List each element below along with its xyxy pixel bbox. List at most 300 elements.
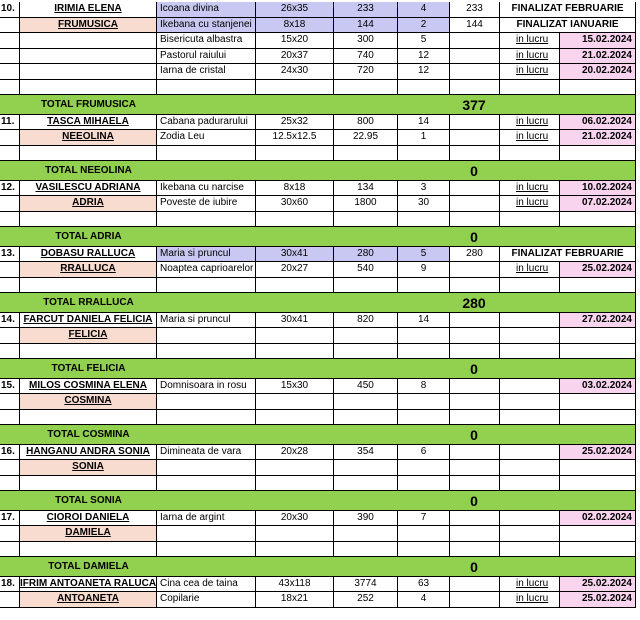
item-paid[interactable] (450, 49, 500, 65)
person-alias[interactable] (20, 49, 157, 65)
empty-cell (20, 410, 157, 425)
empty-cell (334, 80, 398, 95)
item-price[interactable]: 740 (334, 49, 398, 65)
item-deadline[interactable]: 15.02.2024 (560, 33, 636, 49)
total-value: 0 (470, 492, 478, 509)
item-deadline[interactable]: 25.02.2024 (560, 592, 636, 608)
item-deadline[interactable]: 25.02.2024 (560, 577, 636, 593)
item-qty[interactable]: 2 (398, 18, 450, 34)
empty-cell (256, 80, 334, 95)
item-price[interactable] (334, 328, 398, 344)
person-name[interactable]: MILOS COSMINA ELENA (20, 379, 157, 395)
person-name[interactable]: CIOROI DANIELA (20, 511, 157, 527)
item-price[interactable]: 233 (334, 2, 398, 18)
item-price[interactable]: 390 (334, 511, 398, 527)
item-paid[interactable] (450, 181, 500, 197)
empty-cell (0, 80, 20, 95)
empty-cell (398, 476, 450, 491)
empty-cell (157, 476, 256, 491)
row-number: 16. (0, 445, 20, 461)
spacer-row (0, 278, 640, 293)
empty-cell (334, 212, 398, 227)
item-price[interactable]: 280 (334, 247, 398, 263)
row-number (0, 592, 20, 608)
item-size[interactable]: 15x20 (256, 33, 334, 49)
item-deadline[interactable]: 27.02.2024 (560, 313, 636, 329)
empty-cell (157, 344, 256, 359)
empty-cell (334, 344, 398, 359)
empty-cell (398, 410, 450, 425)
item-qty[interactable]: 4 (398, 592, 450, 608)
empty-cell (560, 344, 636, 359)
item-title[interactable]: Icoana divina (157, 2, 256, 18)
person-alias[interactable]: FRUMUSICA (20, 18, 157, 34)
item-title[interactable]: Iarna de cristal (157, 64, 256, 80)
item-qty[interactable] (398, 526, 450, 542)
item-deadline[interactable]: 10.02.2024 (560, 181, 636, 197)
item-paid[interactable] (450, 379, 500, 395)
empty-cell (560, 212, 636, 227)
item-deadline[interactable]: 25.02.2024 (560, 445, 636, 461)
item-size[interactable]: 15x30 (256, 379, 334, 395)
empty-cell (256, 278, 334, 293)
person-alias[interactable]: RRALLUCA (20, 262, 157, 278)
empty-cell (560, 278, 636, 293)
item-price[interactable]: 300 (334, 33, 398, 49)
item-title[interactable]: Maria si pruncul (157, 247, 256, 263)
item-paid[interactable] (450, 460, 500, 476)
item-deadline[interactable]: 25.02.2024 (560, 262, 636, 278)
item-size[interactable]: 30x41 (256, 313, 334, 329)
item-size[interactable]: 26x35 (256, 2, 334, 18)
item-deadline[interactable] (560, 460, 636, 476)
spacer-row (0, 80, 640, 95)
spacer-row (0, 410, 640, 425)
empty-cell (398, 542, 450, 557)
item-status[interactable]: in lucru (500, 49, 560, 65)
person-name[interactable]: DOBASU RALLUCA (20, 247, 157, 263)
item-size[interactable]: 30x41 (256, 247, 334, 263)
total-row (0, 95, 636, 115)
empty-cell (0, 542, 20, 557)
empty-cell (450, 146, 500, 161)
row-number (0, 196, 20, 212)
item-status[interactable] (500, 313, 560, 329)
item-qty[interactable]: 8 (398, 379, 450, 395)
table-row (0, 64, 640, 80)
person-name[interactable]: IRIMIA ELENA (20, 2, 157, 18)
item-title[interactable]: Cabana padurarului (157, 115, 256, 131)
total-label: TOTAL FRUMUSICA (41, 98, 136, 110)
item-size[interactable]: 8x18 (256, 18, 334, 34)
item-deadline[interactable] (560, 526, 636, 542)
empty-cell (256, 146, 334, 161)
item-paid[interactable] (450, 313, 500, 329)
item-title[interactable]: Iarna de argint (157, 511, 256, 527)
total-label: TOTAL NEEOLINA (45, 164, 132, 176)
empty-cell (334, 146, 398, 161)
item-paid[interactable] (450, 394, 500, 410)
item-paid[interactable] (450, 196, 500, 212)
empty-cell (0, 278, 20, 293)
empty-cell (20, 542, 157, 557)
item-paid[interactable]: 233 (450, 2, 500, 18)
total-label: TOTAL ADRIA (55, 230, 122, 242)
person-name[interactable]: IFRIM ANTOANETA RALUCA (20, 577, 157, 593)
item-paid[interactable]: 144 (450, 18, 500, 34)
total-row (0, 359, 636, 379)
total-value: 0 (470, 228, 478, 245)
item-size[interactable] (256, 460, 334, 476)
item-status[interactable] (500, 526, 560, 542)
item-size[interactable]: 20x37 (256, 49, 334, 65)
spacer-row (0, 212, 640, 227)
table-row (0, 577, 640, 593)
item-status[interactable]: in lucru (500, 181, 560, 197)
item-title[interactable]: Maria si pruncul (157, 313, 256, 329)
table-row (0, 33, 640, 49)
item-title[interactable]: Poveste de iubire (157, 196, 256, 212)
item-status[interactable]: in lucru (500, 33, 560, 49)
empty-cell (256, 542, 334, 557)
item-size[interactable] (256, 526, 334, 542)
table-row (0, 247, 640, 263)
empty-cell (398, 146, 450, 161)
total-row (0, 425, 636, 445)
item-qty[interactable]: 4 (398, 2, 450, 18)
spacer-row (0, 344, 640, 359)
person-alias[interactable] (20, 64, 157, 80)
item-title[interactable]: Domnisoara in rosu (157, 379, 256, 395)
table-row (0, 379, 640, 395)
item-price[interactable] (334, 526, 398, 542)
item-qty[interactable] (398, 328, 450, 344)
empty-cell (500, 212, 560, 227)
item-deadline[interactable] (560, 394, 636, 410)
row-number: 18. (0, 577, 20, 593)
item-qty[interactable]: 5 (398, 33, 450, 49)
item-qty[interactable]: 7 (398, 511, 450, 527)
item-status[interactable]: in lucru (500, 130, 560, 146)
item-qty[interactable]: 30 (398, 196, 450, 212)
item-price[interactable]: 820 (334, 313, 398, 329)
table-row (0, 592, 640, 608)
empty-cell (334, 278, 398, 293)
item-deadline[interactable]: 02.02.2024 (560, 511, 636, 527)
empty-cell (20, 344, 157, 359)
row-number (0, 18, 20, 34)
item-qty[interactable]: 9 (398, 262, 450, 278)
total-row (0, 227, 636, 247)
item-price[interactable]: 720 (334, 64, 398, 80)
total-value: 377 (462, 96, 486, 113)
item-deadline[interactable]: 07.02.2024 (560, 196, 636, 212)
row-number (0, 328, 20, 344)
total-row (0, 293, 636, 313)
item-status[interactable] (500, 379, 560, 395)
person-alias[interactable]: SONIA (20, 460, 157, 476)
item-status[interactable] (500, 394, 560, 410)
item-status[interactable] (500, 511, 560, 527)
item-paid[interactable] (450, 115, 500, 131)
table-row (0, 262, 640, 278)
empty-cell (256, 410, 334, 425)
item-paid[interactable] (450, 526, 500, 542)
row-number (0, 262, 20, 278)
item-size[interactable]: 18x21 (256, 592, 334, 608)
item-size[interactable] (256, 394, 334, 410)
item-paid[interactable]: 280 (450, 247, 500, 263)
item-size[interactable]: 12.5x12.5 (256, 130, 334, 146)
table-row (0, 115, 640, 131)
empty-cell (398, 344, 450, 359)
total-value: 0 (470, 426, 478, 443)
empty-cell (20, 80, 157, 95)
empty-cell (500, 344, 560, 359)
item-price[interactable]: 144 (334, 18, 398, 34)
item-title[interactable]: Copilarie (157, 592, 256, 608)
person-alias[interactable]: COSMINA (20, 394, 157, 410)
empty-cell (560, 410, 636, 425)
empty-cell (157, 146, 256, 161)
item-price[interactable] (334, 460, 398, 476)
empty-cell (450, 344, 500, 359)
total-row (0, 491, 636, 511)
table-row (0, 130, 640, 146)
empty-cell (334, 542, 398, 557)
item-size[interactable]: 25x32 (256, 115, 334, 131)
status-finalized[interactable]: FINALIZAT FEBRUARIE (500, 247, 636, 263)
person-name[interactable]: TASCA MIHAELA (20, 115, 157, 131)
item-status[interactable]: in lucru (500, 115, 560, 131)
item-status[interactable] (500, 460, 560, 476)
row-number (0, 49, 20, 65)
item-status[interactable]: in lucru (500, 262, 560, 278)
table-row (0, 2, 640, 18)
item-size[interactable] (256, 328, 334, 344)
item-paid[interactable] (450, 511, 500, 527)
item-paid[interactable] (450, 445, 500, 461)
total-label: TOTAL COSMINA (47, 428, 130, 440)
table-row (0, 313, 640, 329)
empty-cell (398, 278, 450, 293)
status-finalized[interactable]: FINALIZAT FEBRUARIE (500, 2, 636, 18)
item-paid[interactable] (450, 64, 500, 80)
table-row (0, 328, 640, 344)
total-row (0, 161, 636, 181)
item-qty[interactable]: 6 (398, 445, 450, 461)
person-name[interactable]: VASILESCU ADRIANA (20, 181, 157, 197)
table-row (0, 445, 640, 461)
empty-cell (157, 212, 256, 227)
item-price[interactable]: 540 (334, 262, 398, 278)
item-deadline[interactable] (560, 328, 636, 344)
item-price[interactable]: 252 (334, 592, 398, 608)
item-qty[interactable] (398, 394, 450, 410)
item-deadline[interactable]: 03.02.2024 (560, 379, 636, 395)
item-price[interactable]: 450 (334, 379, 398, 395)
item-deadline[interactable]: 21.02.2024 (560, 130, 636, 146)
empty-cell (500, 278, 560, 293)
empty-cell (20, 212, 157, 227)
item-qty[interactable]: 5 (398, 247, 450, 263)
empty-cell (450, 542, 500, 557)
item-price[interactable]: 3774 (334, 577, 398, 593)
empty-cell (0, 476, 20, 491)
item-paid[interactable] (450, 328, 500, 344)
item-size[interactable]: 30x60 (256, 196, 334, 212)
item-title[interactable] (157, 328, 256, 344)
table-row (0, 526, 640, 542)
row-number: 14. (0, 313, 20, 329)
item-deadline[interactable]: 21.02.2024 (560, 49, 636, 65)
item-title[interactable]: Pastorul raiului (157, 49, 256, 65)
person-alias[interactable] (20, 33, 157, 49)
item-title[interactable] (157, 526, 256, 542)
total-value: 0 (470, 162, 478, 179)
item-size[interactable]: 20x28 (256, 445, 334, 461)
empty-cell (500, 146, 560, 161)
item-qty[interactable]: 3 (398, 181, 450, 197)
row-number: 10. (0, 2, 20, 18)
item-price[interactable]: 354 (334, 445, 398, 461)
item-price[interactable]: 1800 (334, 196, 398, 212)
empty-cell (334, 476, 398, 491)
item-deadline[interactable]: 20.02.2024 (560, 64, 636, 80)
person-alias[interactable]: ANTOANETA (20, 592, 157, 608)
item-qty[interactable]: 12 (398, 49, 450, 65)
item-status[interactable]: in lucru (500, 64, 560, 80)
table-row (0, 18, 640, 34)
item-qty[interactable] (398, 460, 450, 476)
item-qty[interactable]: 12 (398, 64, 450, 80)
table-row (0, 196, 640, 212)
item-title[interactable]: Bisericuta albastra (157, 33, 256, 49)
table-row (0, 49, 640, 65)
total-value: 0 (470, 360, 478, 377)
total-row (0, 557, 636, 577)
item-qty[interactable]: 63 (398, 577, 450, 593)
empty-cell (500, 476, 560, 491)
table-row (0, 511, 640, 527)
item-size[interactable]: 20x30 (256, 511, 334, 527)
empty-cell (256, 344, 334, 359)
total-label: TOTAL DAMIELA (48, 560, 129, 572)
person-alias[interactable]: FELICIA (20, 328, 157, 344)
empty-cell (20, 476, 157, 491)
total-label: TOTAL FELICIA (51, 362, 126, 374)
item-title[interactable]: Ikebana cu stanjenei (157, 18, 256, 34)
item-title[interactable]: Zodia Leu (157, 130, 256, 146)
empty-cell (20, 146, 157, 161)
table-row (0, 394, 640, 410)
item-size[interactable]: 8x18 (256, 181, 334, 197)
item-status[interactable] (500, 328, 560, 344)
row-number (0, 64, 20, 80)
person-name[interactable]: HANGANU ANDRA SONIA (20, 445, 157, 461)
item-qty[interactable]: 1 (398, 130, 450, 146)
empty-cell (0, 146, 20, 161)
empty-cell (398, 80, 450, 95)
empty-cell (157, 542, 256, 557)
item-title[interactable]: Ikebana cu narcise (157, 181, 256, 197)
item-title[interactable]: Noaptea caprioarelor (157, 262, 256, 278)
item-paid[interactable] (450, 592, 500, 608)
empty-cell (334, 410, 398, 425)
status-finalized[interactable]: FINALIZAT IANUARIE (500, 18, 636, 34)
item-paid[interactable] (450, 262, 500, 278)
empty-cell (500, 410, 560, 425)
empty-cell (450, 212, 500, 227)
row-number: 12. (0, 181, 20, 197)
row-number (0, 526, 20, 542)
row-number (0, 130, 20, 146)
empty-cell (398, 212, 450, 227)
person-name[interactable]: FARCUT DANIELA FELICIA (20, 313, 157, 329)
item-status[interactable]: in lucru (500, 196, 560, 212)
item-title[interactable]: Cina cea de taina (157, 577, 256, 593)
empty-cell (450, 278, 500, 293)
empty-cell (560, 476, 636, 491)
total-value: 280 (462, 294, 486, 311)
spacer-row (0, 146, 640, 161)
person-alias[interactable]: NEEOLINA (20, 130, 157, 146)
row-number (0, 33, 20, 49)
item-price[interactable]: 134 (334, 181, 398, 197)
item-status[interactable]: in lucru (500, 577, 560, 593)
empty-cell (500, 542, 560, 557)
item-title[interactable] (157, 460, 256, 476)
item-price[interactable]: 22.95 (334, 130, 398, 146)
total-value: 0 (470, 558, 478, 575)
empty-cell (256, 476, 334, 491)
item-status[interactable]: in lucru (500, 592, 560, 608)
empty-cell (0, 212, 20, 227)
empty-cell (157, 278, 256, 293)
empty-cell (560, 80, 636, 95)
item-qty[interactable]: 14 (398, 313, 450, 329)
total-label: TOTAL SONIA (55, 494, 122, 506)
item-title[interactable]: Dimineata de vara (157, 445, 256, 461)
row-number: 17. (0, 511, 20, 527)
item-price[interactable] (334, 394, 398, 410)
item-size[interactable]: 24x30 (256, 64, 334, 80)
empty-cell (560, 146, 636, 161)
item-size[interactable]: 20x27 (256, 262, 334, 278)
item-status[interactable] (500, 445, 560, 461)
empty-cell (0, 410, 20, 425)
row-number (0, 460, 20, 476)
row-number: 13. (0, 247, 20, 263)
empty-cell (256, 212, 334, 227)
row-number: 11. (0, 115, 20, 131)
item-qty[interactable]: 14 (398, 115, 450, 131)
empty-cell (450, 80, 500, 95)
empty-cell (500, 80, 560, 95)
item-price[interactable]: 800 (334, 115, 398, 131)
person-alias[interactable]: ADRIA (20, 196, 157, 212)
item-title[interactable] (157, 394, 256, 410)
item-paid[interactable] (450, 130, 500, 146)
empty-cell (157, 410, 256, 425)
row-number (0, 394, 20, 410)
person-alias[interactable]: DAMIELA (20, 526, 157, 542)
table-row (0, 181, 640, 197)
item-paid[interactable] (450, 33, 500, 49)
item-size[interactable]: 43x118 (256, 577, 334, 593)
item-deadline[interactable]: 06.02.2024 (560, 115, 636, 131)
item-paid[interactable] (450, 577, 500, 593)
